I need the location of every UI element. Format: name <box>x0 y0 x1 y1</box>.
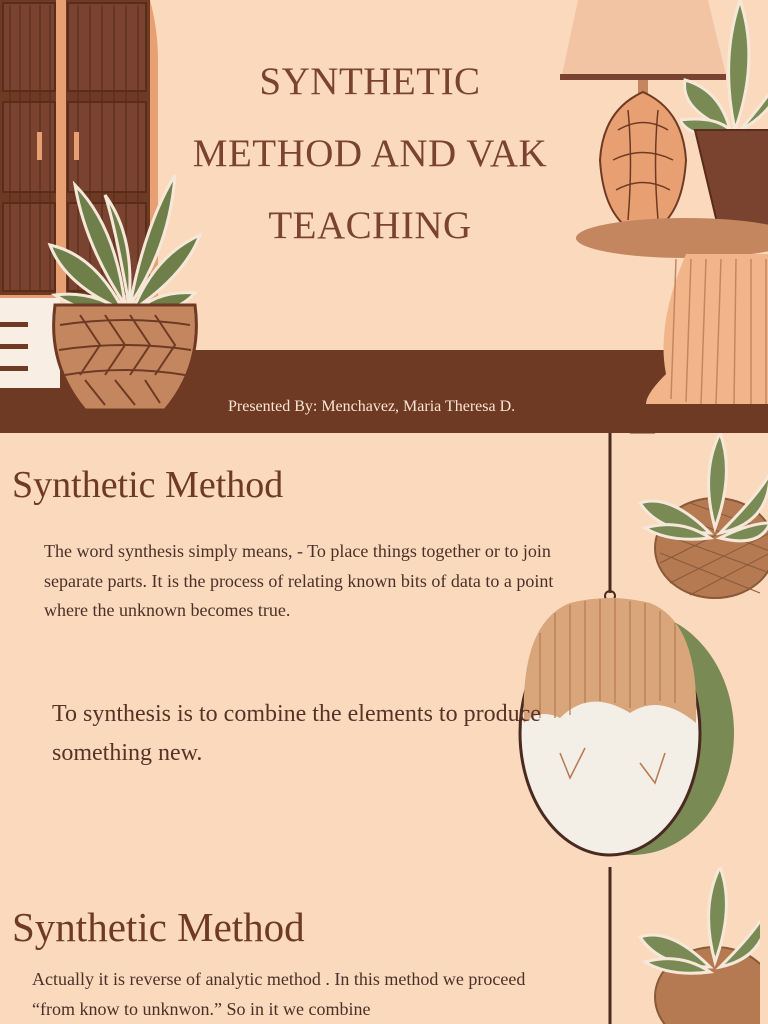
key-statement: To synthesis is to combine the elements to produce something new. <box>52 701 541 766</box>
title-slide <box>0 0 768 433</box>
definition-paragraph: The word synthesis simply means, - To place things together or to join separate parts. It is the process of relating known bits of data to a point where the unknown becomes true. <box>44 541 554 620</box>
presenter-name: Presented By: Menchavez, Maria Theresa D. <box>228 398 516 415</box>
side-table-illustration <box>576 214 768 414</box>
title-line: TEACHING <box>268 204 472 247</box>
title-line: METHOD AND VAK <box>192 132 548 175</box>
content-slide <box>0 433 768 867</box>
presentation-title <box>170 46 570 262</box>
content-slide-2 <box>0 867 768 1024</box>
slide-heading: Synthetic Method <box>12 464 284 506</box>
title-line: SYNTHETIC <box>259 60 481 103</box>
hanging-chair-illustration <box>510 433 740 867</box>
slide-heading: Synthetic Method <box>12 904 305 950</box>
description-paragraph: Actually it is reverse of analytic method . In this method we proceed “from know to unknwon.” So in it we combine <box>32 969 526 1019</box>
hanging-basket-illustration <box>600 867 760 1024</box>
